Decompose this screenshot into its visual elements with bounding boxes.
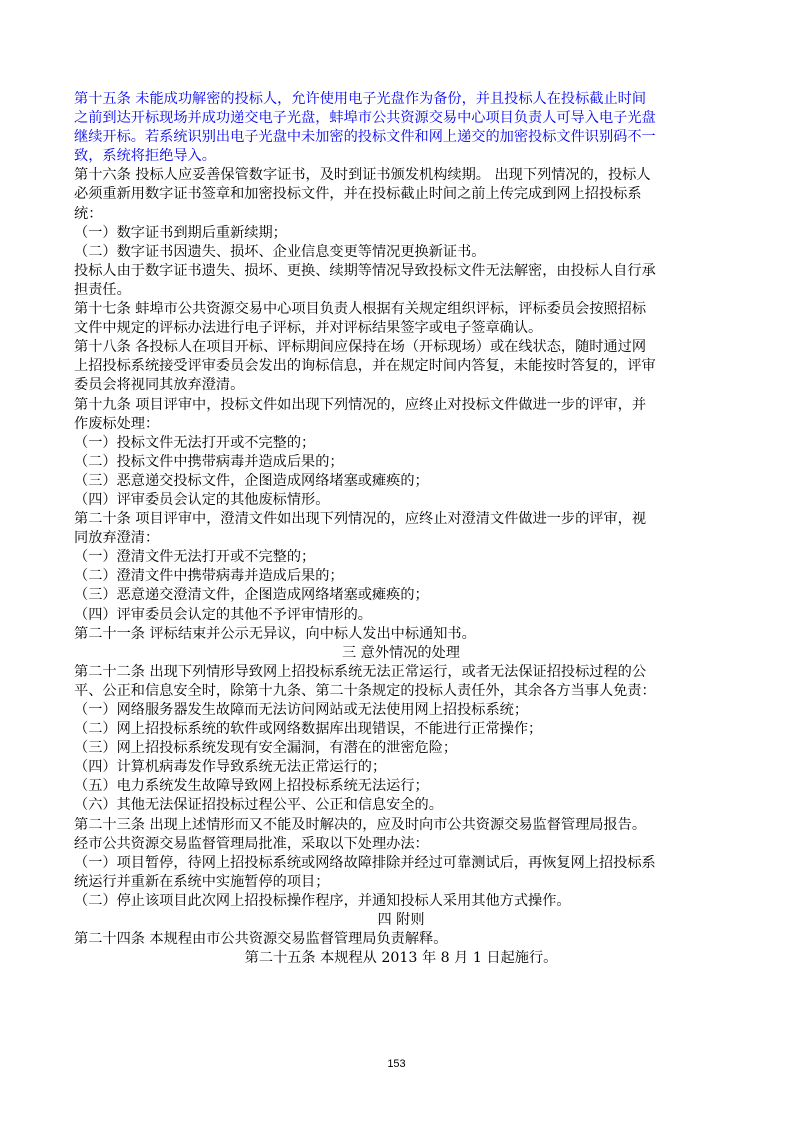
text-line: （二）网上招投标系统的软件或网络数据库出现错误，不能进行正常操作； [74,721,543,738]
text-line: 第十六条 投标人应妥善保管数字证书，及时到证书颁发机构续期。 出现下列情况的，投标人 [74,167,651,184]
document-body [74,90,728,968]
text-line: 必须重新用数字证书签章和加密投标文件，并在投标截止时间之前上传完成到网上招投标系 [74,186,642,203]
page-number: 153 [387,1058,406,1070]
text-line: 第二十条 项目评审中，澄清文件如出现下列情况的，应终止对澄清文件做进一步的评审，视 [74,511,647,528]
text-line: （一）澄清文件无法打开或不完整的； [74,549,316,566]
text-line: 同放弃澄清： [74,530,160,547]
text-line: 第十八条 各投标人在项目开标、评标期间应保持在场（开标现场）或在线状态，随时通过网 [74,339,647,356]
text-line: 三 意外情况的处理 [341,644,460,661]
text-line: 致，系统将拒绝导入。 [74,148,216,165]
text-line: 文件中规定的评标办法进行电子评标，并对评标结果签字或电子签章确认。 [74,320,543,337]
text-line: （四）评审委员会认定的其他废标情形。 [74,491,330,508]
text-line: （四）评审委员会认定的其他不予评审情形的。 [74,606,372,623]
text-line: （一）网络服务器发生故障而无法访问网站或无法使用网上招投标系统； [74,702,529,718]
text-line: （四）计算机病毒发作导致系统无法正常运行的； [74,759,387,776]
text-line: （三）恶意递交投标文件，企图造成网络堵塞或瘫痪的； [74,472,429,489]
text-line: 上招投标系统接受评审委员会发出的询标信息，并在规定时间内答复，未能按时答复的，评审 [74,358,656,375]
text-line: （一）项目暂停，待网上招投标系统或网络故障排除并经过可靠测试后，再恢复网上招投标系 [74,854,656,871]
text-line: 第二十一条 评标结束并公示无异议，向中标人发出中标通知书。 [74,625,476,642]
text-line: （三）网上招投标系统发现有安全漏洞，有潜在的泄密危险； [74,740,458,757]
text-line: 之前到达开标现场并成功递交电子光盘，蚌埠市公共资源交易中心项目负责人可导入电子光盘 [74,110,656,127]
text-line: 委员会将视同其放弃澄清。 [74,377,245,394]
text-line: （五）电力系统发生故障导致网上招投标系统无法运行； [74,778,429,795]
text-line: 经市公共资源交易监督管理局批准，采取以下处理办法： [74,835,429,852]
text-line: 第二十五条 本规程从 2013 年 8 月 1 日起施行。 [244,950,558,967]
text-line: 第二十二条 出现下列情形导致网上招投标系统无法正常运行，或者无法保证招投标过程的公 [74,663,647,680]
text-line: （一）投标文件无法打开或不完整的； [74,434,316,451]
text-line: 担责任。 [74,281,131,298]
text-line: 第十七条 蚌埠市公共资源交易中心项目负责人根据有关规定组织评标，评标委员会按照招标 [74,301,647,318]
text-line: 四 附则 [377,912,425,929]
text-line: （二）澄清文件中携带病毒并造成后果的； [74,568,344,585]
text-line: 第二十四条 本规程由市公共资源交易监督管理局负责解释。 [74,931,448,948]
text-line: （二）投标文件中携带病毒并造成后果的； [74,453,344,470]
text-line: （三）恶意递交澄清文件，企图造成网络堵塞或瘫痪的； [74,587,429,604]
text-line: 第十五条 未能成功解密的投标人，允许使用电子光盘作为备份，并且投标人在投标截止时间 [74,91,647,107]
text-line: 统： [74,205,103,222]
text-line: （一）数字证书到期后重新续期； [74,224,287,241]
text-line: 第十九条 项目评审中，投标文件如出现下列情况的，应终止对投标文件做进一步的评审，并 [74,396,647,413]
text-line: （六）其他无法保证招投标过程公平、公正和信息安全的。 [74,797,443,814]
text-line: 作废标处理： [74,415,160,432]
text-line: 投标人由于数字证书遗失、损坏、更换、续期等情况导致投标文件无法解密，由投标人自行承 [74,262,656,279]
text-line: 平、公正和信息安全时，除第十九条、第二十条规定的投标人责任外，其余各方当事人免责： [74,682,656,699]
text-line: （二）数字证书因遗失、损坏、企业信息变更等情况更换新证书。 [74,243,486,260]
text-line: 统运行并重新在系统中实施暂停的项目； [74,873,330,890]
text-line: 继续开标。若系统识别出电子光盘中未加密的投标文件和网上递交的加密投标文件识别码不一 [74,129,656,146]
text-line: 第二十三条 出现上述情形而又不能及时解决的，应及时向市公共资源交易监督管理局报告。 [74,816,647,833]
text-line: （二）停止该项目此次网上招投标操作程序，并通知投标人采用其他方式操作。 [74,892,571,909]
